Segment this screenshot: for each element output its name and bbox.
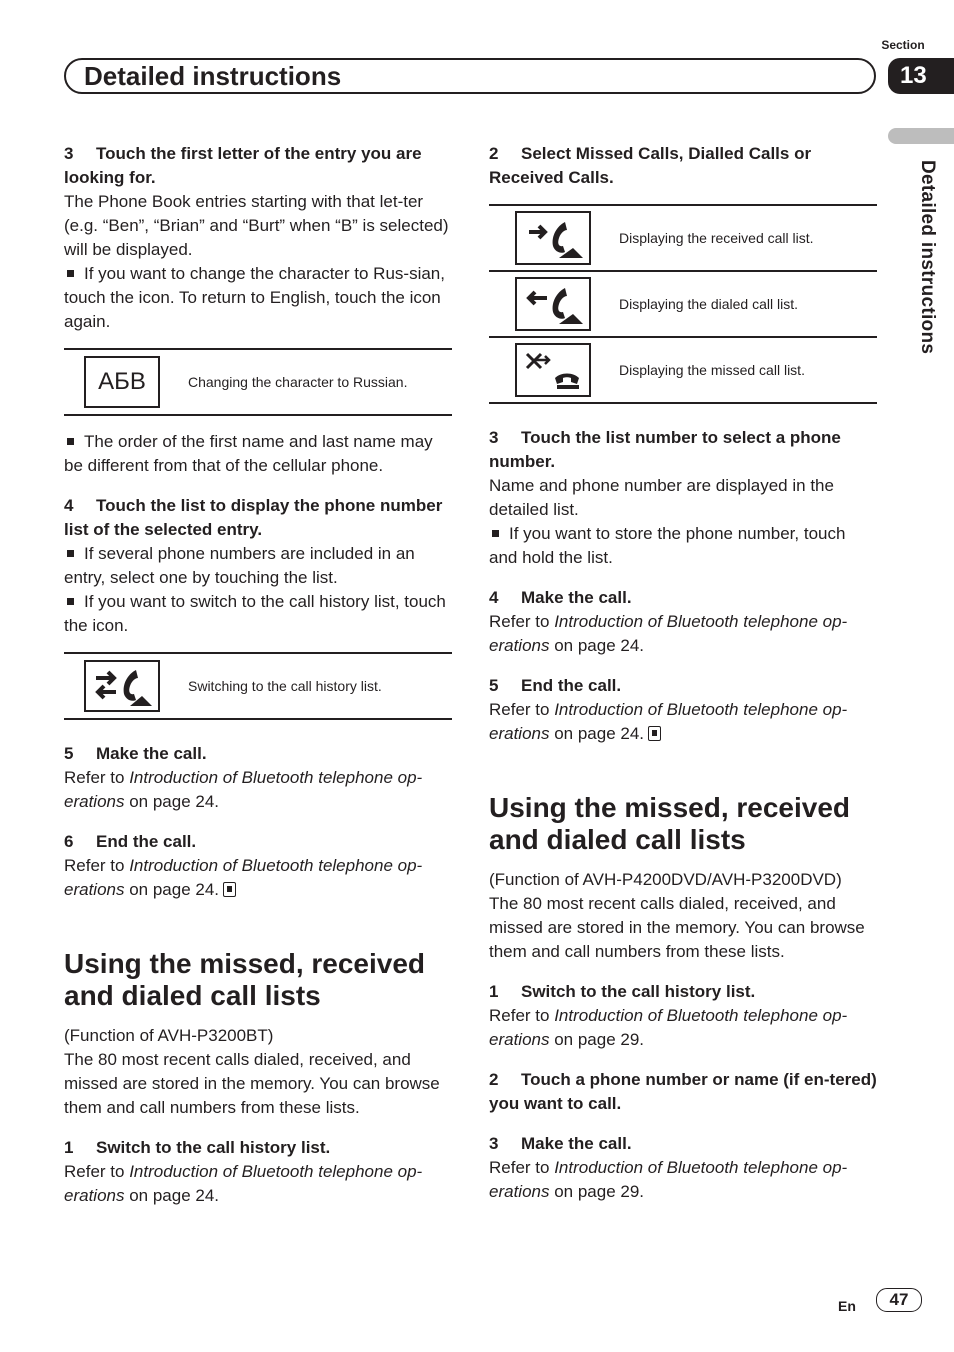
bullet-note: If you want to switch to the call history list, touch the icon. <box>64 592 446 635</box>
reference-text: Refer to Introduction of Bluetooth telephone op-erations on page 24. <box>64 1162 423 1205</box>
reference-text: Refer to Introduction of Bluetooth telephone op-erations on page 24. <box>64 768 423 811</box>
received-call-icon <box>515 211 591 265</box>
missed-call-icon <box>515 343 591 397</box>
step-body: Name and phone number are displayed in the detailed list. <box>489 476 834 519</box>
bullet-note: If you want to change the character to Rus-sian, touch the icon. To return to English, touch the icon again. <box>64 264 445 331</box>
language-label: En <box>838 1298 856 1314</box>
step-heading: 4 Touch the list to display the phone number list of the selected entry. <box>64 496 443 539</box>
section-label: Section <box>881 38 925 52</box>
page-number: 47 <box>876 1288 922 1312</box>
switch-arrows-phone-icon <box>90 664 154 708</box>
icon-description: Switching to the call history list. <box>188 678 382 694</box>
russian-character-icon: АБВ <box>84 356 160 408</box>
side-tab-marker <box>888 128 954 144</box>
icon-row <box>489 270 877 336</box>
section-heading: Using the missed, received and dialed call lists <box>64 948 426 1011</box>
function-note: (Function of AVH-P3200BT) <box>64 1026 274 1045</box>
icon-table-russian <box>64 348 452 416</box>
step-heading: 2 Touch a phone number or name (if en-tered) you want to call. <box>489 1070 877 1113</box>
section-heading: Using the missed, received and dialed call lists <box>489 792 851 855</box>
icon-description: Changing the character to Russian. <box>188 374 408 390</box>
step-heading: 2 Select Missed Calls, Dialled Calls or Received Calls. <box>489 144 812 187</box>
intro-text: The 80 most recent calls dialed, received, and missed are stored in the memory. You can browse them and call numbers from these lists. <box>489 894 865 961</box>
icon-table-call-lists <box>489 204 877 404</box>
icon-description: Displaying the received call list. <box>619 230 814 246</box>
step-heading: 3 Touch the list number to select a phone number. <box>489 428 841 471</box>
right-column <box>489 142 877 1204</box>
icon-row <box>489 336 877 402</box>
step-heading: 5 Make the call. <box>64 744 207 763</box>
dialed-call-icon <box>515 277 591 331</box>
switch-call-history-icon <box>84 660 160 712</box>
icon-description: Displaying the dialed call list. <box>619 296 798 312</box>
step-heading: 5 End the call. <box>489 676 622 695</box>
reference-text: Refer to Introduction of Bluetooth telephone op-erations on page 24. <box>489 700 848 743</box>
icon-row <box>64 350 452 414</box>
icon-description: Displaying the missed call list. <box>619 362 805 378</box>
icon-table-switch <box>64 652 452 720</box>
end-mark-icon <box>223 882 236 897</box>
page-title: Detailed instructions <box>84 61 342 91</box>
icon-row <box>489 206 877 270</box>
step-body: The Phone Book entries starting with that let-ter (e.g. “Ben”, “Brian” and “Burt” when “B” is selected) will be displayed. <box>64 192 449 259</box>
step-heading: 4 Make the call. <box>489 588 632 607</box>
step-heading: 1 Switch to the call history list. <box>489 982 756 1001</box>
icon-row <box>64 654 452 718</box>
reference-text: Refer to Introduction of Bluetooth telephone op-erations on page 29. <box>489 1158 848 1201</box>
side-tab-text: Detailed instructions <box>917 160 938 355</box>
step-heading: 3 Touch the first letter of the entry you are looking for. <box>64 144 422 187</box>
section-number-badge: 13 <box>888 58 954 94</box>
end-mark-icon <box>648 726 661 741</box>
bullet-note: The order of the first name and last name may be different from that of the cellular phone. <box>64 432 433 475</box>
function-note: (Function of AVH-P4200DVD/AVH-P3200DVD) <box>489 870 842 889</box>
reference-text: Refer to Introduction of Bluetooth telephone op-erations on page 29. <box>489 1006 848 1049</box>
step-heading: 3 Make the call. <box>489 1134 632 1153</box>
bullet-note: If several phone numbers are included in an entry, select one by touching the list. <box>64 544 415 587</box>
step-heading: 1 Switch to the call history list. <box>64 1138 331 1157</box>
intro-text: The 80 most recent calls dialed, received, and missed are stored in the memory. You can browse them and call numbers from these lists. <box>64 1050 440 1117</box>
left-column <box>64 142 452 1208</box>
reference-text: Refer to Introduction of Bluetooth telephone op-erations on page 24. <box>489 612 848 655</box>
step-heading: 6 End the call. <box>64 832 197 851</box>
reference-text: Refer to Introduction of Bluetooth telephone op-erations on page 24. <box>64 856 423 899</box>
bullet-note: If you want to store the phone number, touch and hold the list. <box>489 524 846 567</box>
